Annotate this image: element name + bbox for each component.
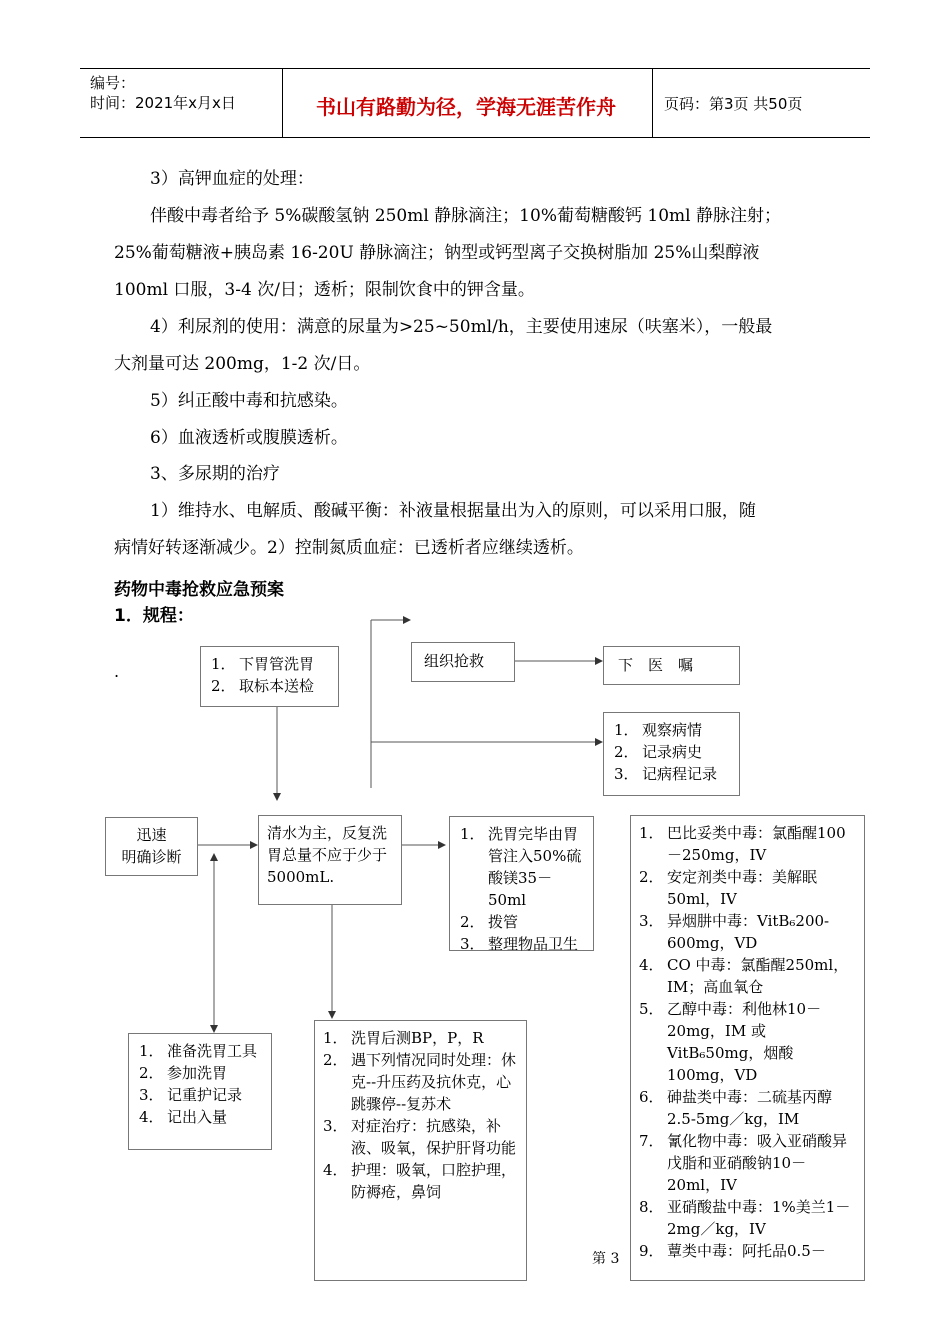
list-item: 2． 拨管 [460, 913, 519, 931]
doctor-orders-label: 下 医 嘱 [618, 656, 694, 674]
paragraph-line: 4）利尿剂的使用：满意的尿量为>25~50ml/h，主要使用速尿（呋塞米），一般最 [150, 317, 773, 337]
paragraph-line: 5）纠正酸中毒和抗感染。 [150, 391, 348, 411]
stray-dot: . [114, 662, 120, 681]
number-label: 编号： [90, 74, 136, 92]
list-item: 1． 巴比妥类中毒：氯酯醒100－250mg，IV [639, 824, 846, 864]
paragraph-line: 100ml 口服，3-4 次/日；透析；限制饮食中的钾含量。 [114, 280, 535, 300]
list-item: 2． 参加洗胃 [139, 1064, 228, 1082]
rescue-label: 组织抢救 [424, 652, 485, 670]
sub-title: 1．规程： [114, 606, 194, 626]
post-lavage-box [449, 816, 594, 951]
gastric-lavage-box [200, 646, 339, 707]
paragraph-line: 6）血液透析或腹膜透析。 [150, 428, 348, 448]
list-item: 9． 蕈类中毒：阿托品0.5－ [639, 1242, 826, 1260]
section-title: 药物中毒抢救应急预案 [114, 580, 284, 600]
list-item: 2． 安定剂类中毒：美解眠50ml，IV [639, 868, 818, 908]
paragraph-line: 病情好转逐渐减少。2）控制氮质血症：已透析者应继续透析。 [114, 538, 584, 558]
list-item: 2． 遇下列情况同时处理：休克--升压药及抗休克，心跳骤停--复苏术 [323, 1051, 517, 1113]
prepare-box [128, 1033, 272, 1150]
list-item: 2． 记录病史 [614, 743, 703, 761]
list-item: 8． 亚硝酸盐中毒：1%美兰1－2mg／kg，IV [639, 1198, 851, 1238]
list-item: 3． 异烟肼中毒：VitB₆200-600mg，VD [639, 912, 830, 952]
list-item: 3． 记重护记录 [139, 1086, 243, 1104]
footer-page-number: 第 3 [592, 1251, 620, 1267]
antidote-list-box [630, 815, 865, 1281]
paragraph-line: 大剂量可达 200mg，1-2 次/日。 [114, 354, 371, 374]
list-item: 1． 观察病情 [614, 721, 703, 739]
list-item: 1． 洗胃完毕由胃管注入50%硫酸镁35－50ml [460, 825, 582, 909]
rescue-box [411, 642, 515, 682]
list-item: 3． 记病程记录 [614, 765, 718, 783]
list-item: 4． 记出入量 [139, 1108, 228, 1126]
wash-box [258, 815, 402, 905]
list-item: 4． CO 中毒：氯酯醒250ml，IM；高血氧仓 [639, 956, 849, 996]
paragraph-line: 25%葡萄糖液+胰岛素 16-20U 静脉滴注；钠型或钙型离子交换树脂加 25%山梨醇液 [114, 243, 760, 263]
wash-text: 清水为主，反复洗胃总量不应于少于5000mL. [267, 824, 388, 886]
paragraph-line: 3、多尿期的治疗 [150, 464, 280, 484]
list-item: 1． 准备洗胃工具 [139, 1042, 258, 1060]
paragraph-line: 3）高钾血症的处理： [150, 169, 314, 189]
list-item: 2． 取标本送检 [211, 677, 315, 695]
diagnosis-line: 迅速 [136, 826, 167, 844]
doctor-orders-box [603, 646, 740, 685]
paragraph-line: 1）维持水、电解质、酸碱平衡：补液量根据量出为入的原则，可以采用口服，随 [150, 501, 756, 521]
post-treatment-box [314, 1020, 527, 1281]
list-item: 3． 对症治疗：抗感染，补液、吸氧，保护肝肾功能 [323, 1117, 517, 1157]
page-info: 页码：第3页 共50页 [664, 95, 803, 113]
list-item: 1． 洗胃后测BP，P，R [323, 1029, 484, 1047]
list-item: 1． 下胃管洗胃 [211, 655, 315, 673]
paragraph-line: 伴酸中毒者给予 5%碳酸氢钠 250ml 静脉滴注；10%葡萄糖酸钙 10ml 静脉注射； [150, 206, 781, 226]
diagnosis-box [105, 817, 198, 876]
observation-box [603, 712, 740, 796]
list-item: 3． 整理物品卫生 [460, 935, 579, 953]
header-motto: 书山有路勤为径，学海无涯苦作舟 [316, 95, 616, 119]
diagnosis-line: 明确诊断 [121, 848, 182, 866]
list-item: 7． 氰化物中毒：吸入亚硝酸异戊脂和亚硝酸钠10－20ml，IV [639, 1132, 848, 1194]
time-label: 时间：2021年x月x日 [90, 94, 236, 112]
list-item: 6． 砷盐类中毒：二硫基丙醇2.5-5mg／kg，IM [639, 1088, 833, 1128]
list-item: 4． 护理：吸氧，口腔护理，防褥疮，鼻饲 [323, 1161, 517, 1201]
list-item: 5． 乙醇中毒：利他林10－20mg，IM 或 VitB₆50mg，烟酸100mg，VD [639, 1000, 822, 1084]
